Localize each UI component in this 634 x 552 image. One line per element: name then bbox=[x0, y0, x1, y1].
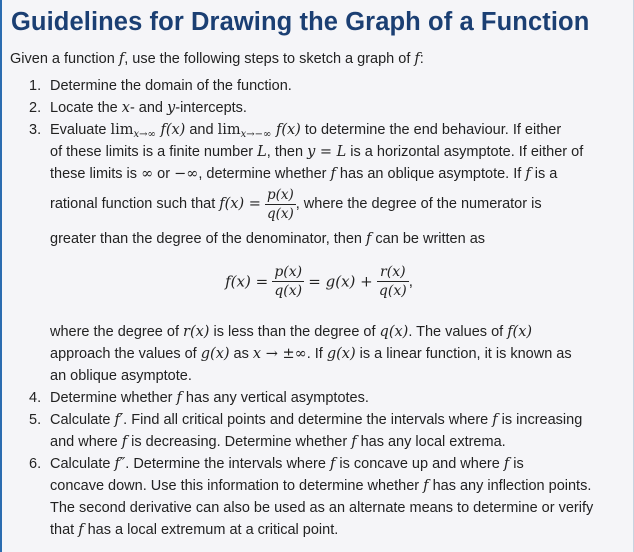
step-text-line: Calculate f″. Determine the intervals where f is concave up and where f is bbox=[50, 456, 524, 472]
step-text-line: approach the values of g(x) as x → ±∞. If g(x) is a linear function, it is known as bbox=[50, 346, 572, 362]
step-text-line: that f has a local extremum at a critical point. bbox=[50, 522, 339, 538]
step-number: 3. bbox=[29, 122, 42, 138]
fraction-r-over-q: $\frac{r(x)}{q(x)}$ bbox=[378, 264, 407, 299]
step-number: 2. bbox=[29, 100, 42, 116]
step-text-line: where the degree of r(x) is less than the degree of q(x). The values of f(x) bbox=[50, 324, 533, 340]
step-text-line: and where f is decreasing. Determine whether f has any local extrema. bbox=[50, 434, 506, 450]
display-equation: f(x) = $\frac{p(x)}{q(x)}$ = g(x) + $\frac{r(x)}{q(x)}$ , bbox=[225, 264, 413, 299]
step-text-line: these limits is ∞ or −∞, determine whether f has an oblique asymptote. If f is a bbox=[50, 166, 558, 182]
step-text-line: of these limits is a finite number L, then y = L is a horizontal asymptote. If either of bbox=[50, 144, 584, 160]
step-number: 6. bbox=[29, 456, 42, 472]
step-number: 4. bbox=[29, 390, 42, 406]
page-title: Guidelines for Drawing the Graph of a Function bbox=[11, 8, 590, 36]
step-text-line: concave down. Use this information to determine whether f has any inflection points. bbox=[50, 478, 592, 494]
step-text-line: an oblique asymptote. bbox=[50, 368, 192, 384]
fraction-p-over-q: $\frac{p(x)}{q(x)}$ bbox=[266, 186, 294, 222]
step-text: Determine the domain of the function. bbox=[50, 78, 292, 94]
step-text: Locate the x- and y-intercepts. bbox=[50, 100, 247, 116]
step-text-line: Calculate f′. Find all critical points and determine the intervals where f is increasing bbox=[50, 412, 583, 428]
step-text-line: rational function such that f(x) = $\frac{p(x)}{q(x)}$ , where the degree of the numerator is bbox=[50, 186, 542, 222]
intro-text: Given a function f, use the following steps to sketch a graph of f: bbox=[10, 51, 424, 67]
step-text-line: Evaluate $\lim_{x\to\infty} f(x)$ and $\lim_{x\to-\infty} f(x)$ to determine the end behaviour. If either bbox=[50, 122, 562, 140]
step-number: 5. bbox=[29, 412, 42, 428]
step-text-line: greater than the degree of the denominator, then f can be written as bbox=[50, 231, 486, 247]
step-number: 1. bbox=[29, 78, 42, 94]
step-text: Determine whether f has any vertical asymptotes. bbox=[50, 390, 369, 406]
step-text-line: The second derivative can also be used as an alternate means to determine or verify bbox=[50, 500, 594, 516]
fraction-p-over-q: $\frac{p(x)}{q(x)}$ bbox=[274, 264, 303, 299]
